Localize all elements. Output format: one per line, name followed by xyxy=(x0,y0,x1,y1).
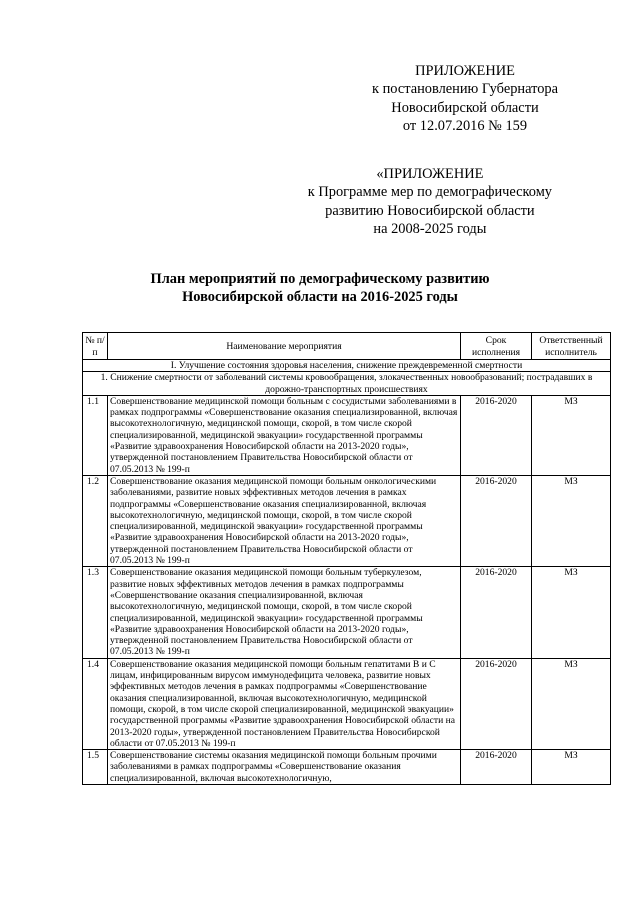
program-appendix-header xyxy=(308,165,552,238)
row-executor: МЗ xyxy=(532,567,611,658)
row-term: 2016-2020 xyxy=(461,475,532,566)
document-title-line: Новосибирской области на 2016-2025 годы xyxy=(182,289,458,305)
row-number: 1.5 xyxy=(83,750,108,785)
row-executor: МЗ xyxy=(532,658,611,749)
appendix-line: к постановлению Губернатора xyxy=(372,81,558,98)
appendix-line: Новосибирской области xyxy=(391,99,539,116)
row-activity: Совершенствование медицинской помощи больным с сосудистыми заболеваниями в рамках подпрограммы «Совершенствование оказания специализированной, включая высокотехнологичную, медицинской помощи, скорой, в том числе скорой специализированной, медицинской эвакуации» государственной программы «Развитие здравоохранения Новосибирской области на 2013-2020 годы», утвержденной постановлением Правительства Новосибирской области от 07.05.2013 № 199-п xyxy=(108,395,461,475)
row-activity: Совершенствование оказания медицинской помощи больным онкологическими заболеваниями, развитие новых эффективных методов лечения в рамках подпрограммы «Совершенствование оказания специализированной, включая высокотехнологичную, медицинской помощи, скорой, в том числе скорой специализированной, медицинской эвакуации» государственной программы «Развитие здравоохранения Новосибирской области на 2013-2020 годы», утвержденной постановлением Правительства Новосибирской области от 07.05.2013 № 199-п xyxy=(108,475,461,566)
row-executor: МЗ xyxy=(532,395,611,475)
section-title: I. Улучшение состояния здоровья населения, снижение преждевременной смертности xyxy=(83,360,611,372)
table-row xyxy=(83,750,611,785)
row-activity: Совершенствование оказания медицинской помощи больным гепатитами В и С лицам, инфицированным вирусом иммунодефицита человека, развитие новых эффективных методов лечения в рамках подпрограммы «Совершенствование оказания специализированной, включая высокотехнологичную, медицинской помощи, скорой, в том числе скорой специализированной, медицинской эвакуации» государственной программы «Развитие здравоохранения Новосибирской области на 2013-2020 годы», утвержденной постановлением Правительства Новосибирской области от 07.05.2013 № 199-п xyxy=(108,658,461,749)
document-title-line: План мероприятий по демографическому развитию xyxy=(150,271,490,287)
program-appendix-line: к Программе мер по демографическому xyxy=(307,184,552,201)
program-appendix-title: «ПРИЛОЖЕНИЕ xyxy=(376,166,484,182)
appendix-title: ПРИЛОЖЕНИЕ xyxy=(415,63,515,79)
row-number: 1.4 xyxy=(83,658,108,749)
subsection-row xyxy=(83,372,611,396)
table-row xyxy=(83,567,611,658)
appendix-date-number: от 12.07.2016 № 159 xyxy=(402,117,528,134)
row-number: 1.3 xyxy=(83,567,108,658)
section-row xyxy=(83,360,611,372)
row-executor: МЗ xyxy=(532,750,611,785)
subsection-title: 1. Снижение смертности от заболеваний системы кровообращения, злокачественных новообразований; пострадавших в дорожно-транспортных происшествиях xyxy=(83,372,611,396)
document-title xyxy=(0,270,640,306)
column-header-term: Срок исполнения xyxy=(461,333,532,360)
row-term: 2016-2020 xyxy=(461,567,532,658)
program-appendix-line: на 2008-2025 годы xyxy=(373,220,487,237)
column-header-name: Наименование мероприятия xyxy=(108,333,461,360)
table-row xyxy=(83,658,611,749)
row-term: 2016-2020 xyxy=(461,750,532,785)
row-activity: Совершенствование системы оказания медицинской помощи больным прочими заболеваниями в рамках подпрограммы «Совершенствование оказания специализированной, включая высокотехнологичную, xyxy=(108,750,461,785)
row-term: 2016-2020 xyxy=(461,395,532,475)
row-executor: МЗ xyxy=(532,475,611,566)
plan-table xyxy=(82,332,611,785)
row-number: 1.1 xyxy=(83,395,108,475)
column-header-num: № п/п xyxy=(83,333,108,360)
appendix-header xyxy=(372,62,558,135)
table-row xyxy=(83,475,611,566)
table-row xyxy=(83,395,611,475)
table-header-row xyxy=(83,333,611,360)
column-header-executor: Ответственный исполнитель xyxy=(532,333,611,360)
row-term: 2016-2020 xyxy=(461,658,532,749)
row-number: 1.2 xyxy=(83,475,108,566)
program-appendix-line: развитию Новосибирской области xyxy=(325,202,535,219)
row-activity: Совершенствование оказания медицинской помощи больным туберкулезом, развитие новых эффективных методов лечения в рамках подпрограммы «Совершенствование оказания специализированной, включая высокотехнологичную, медицинской помощи, скорой, в том числе скорой специализированной, медицинской эвакуации» государственной программы «Развитие здравоохранения Новосибирской области на 2013-2020 годы», утвержденной постановлением Правительства Новосибирской области от 07.05.2013 № 199-п xyxy=(108,567,461,658)
